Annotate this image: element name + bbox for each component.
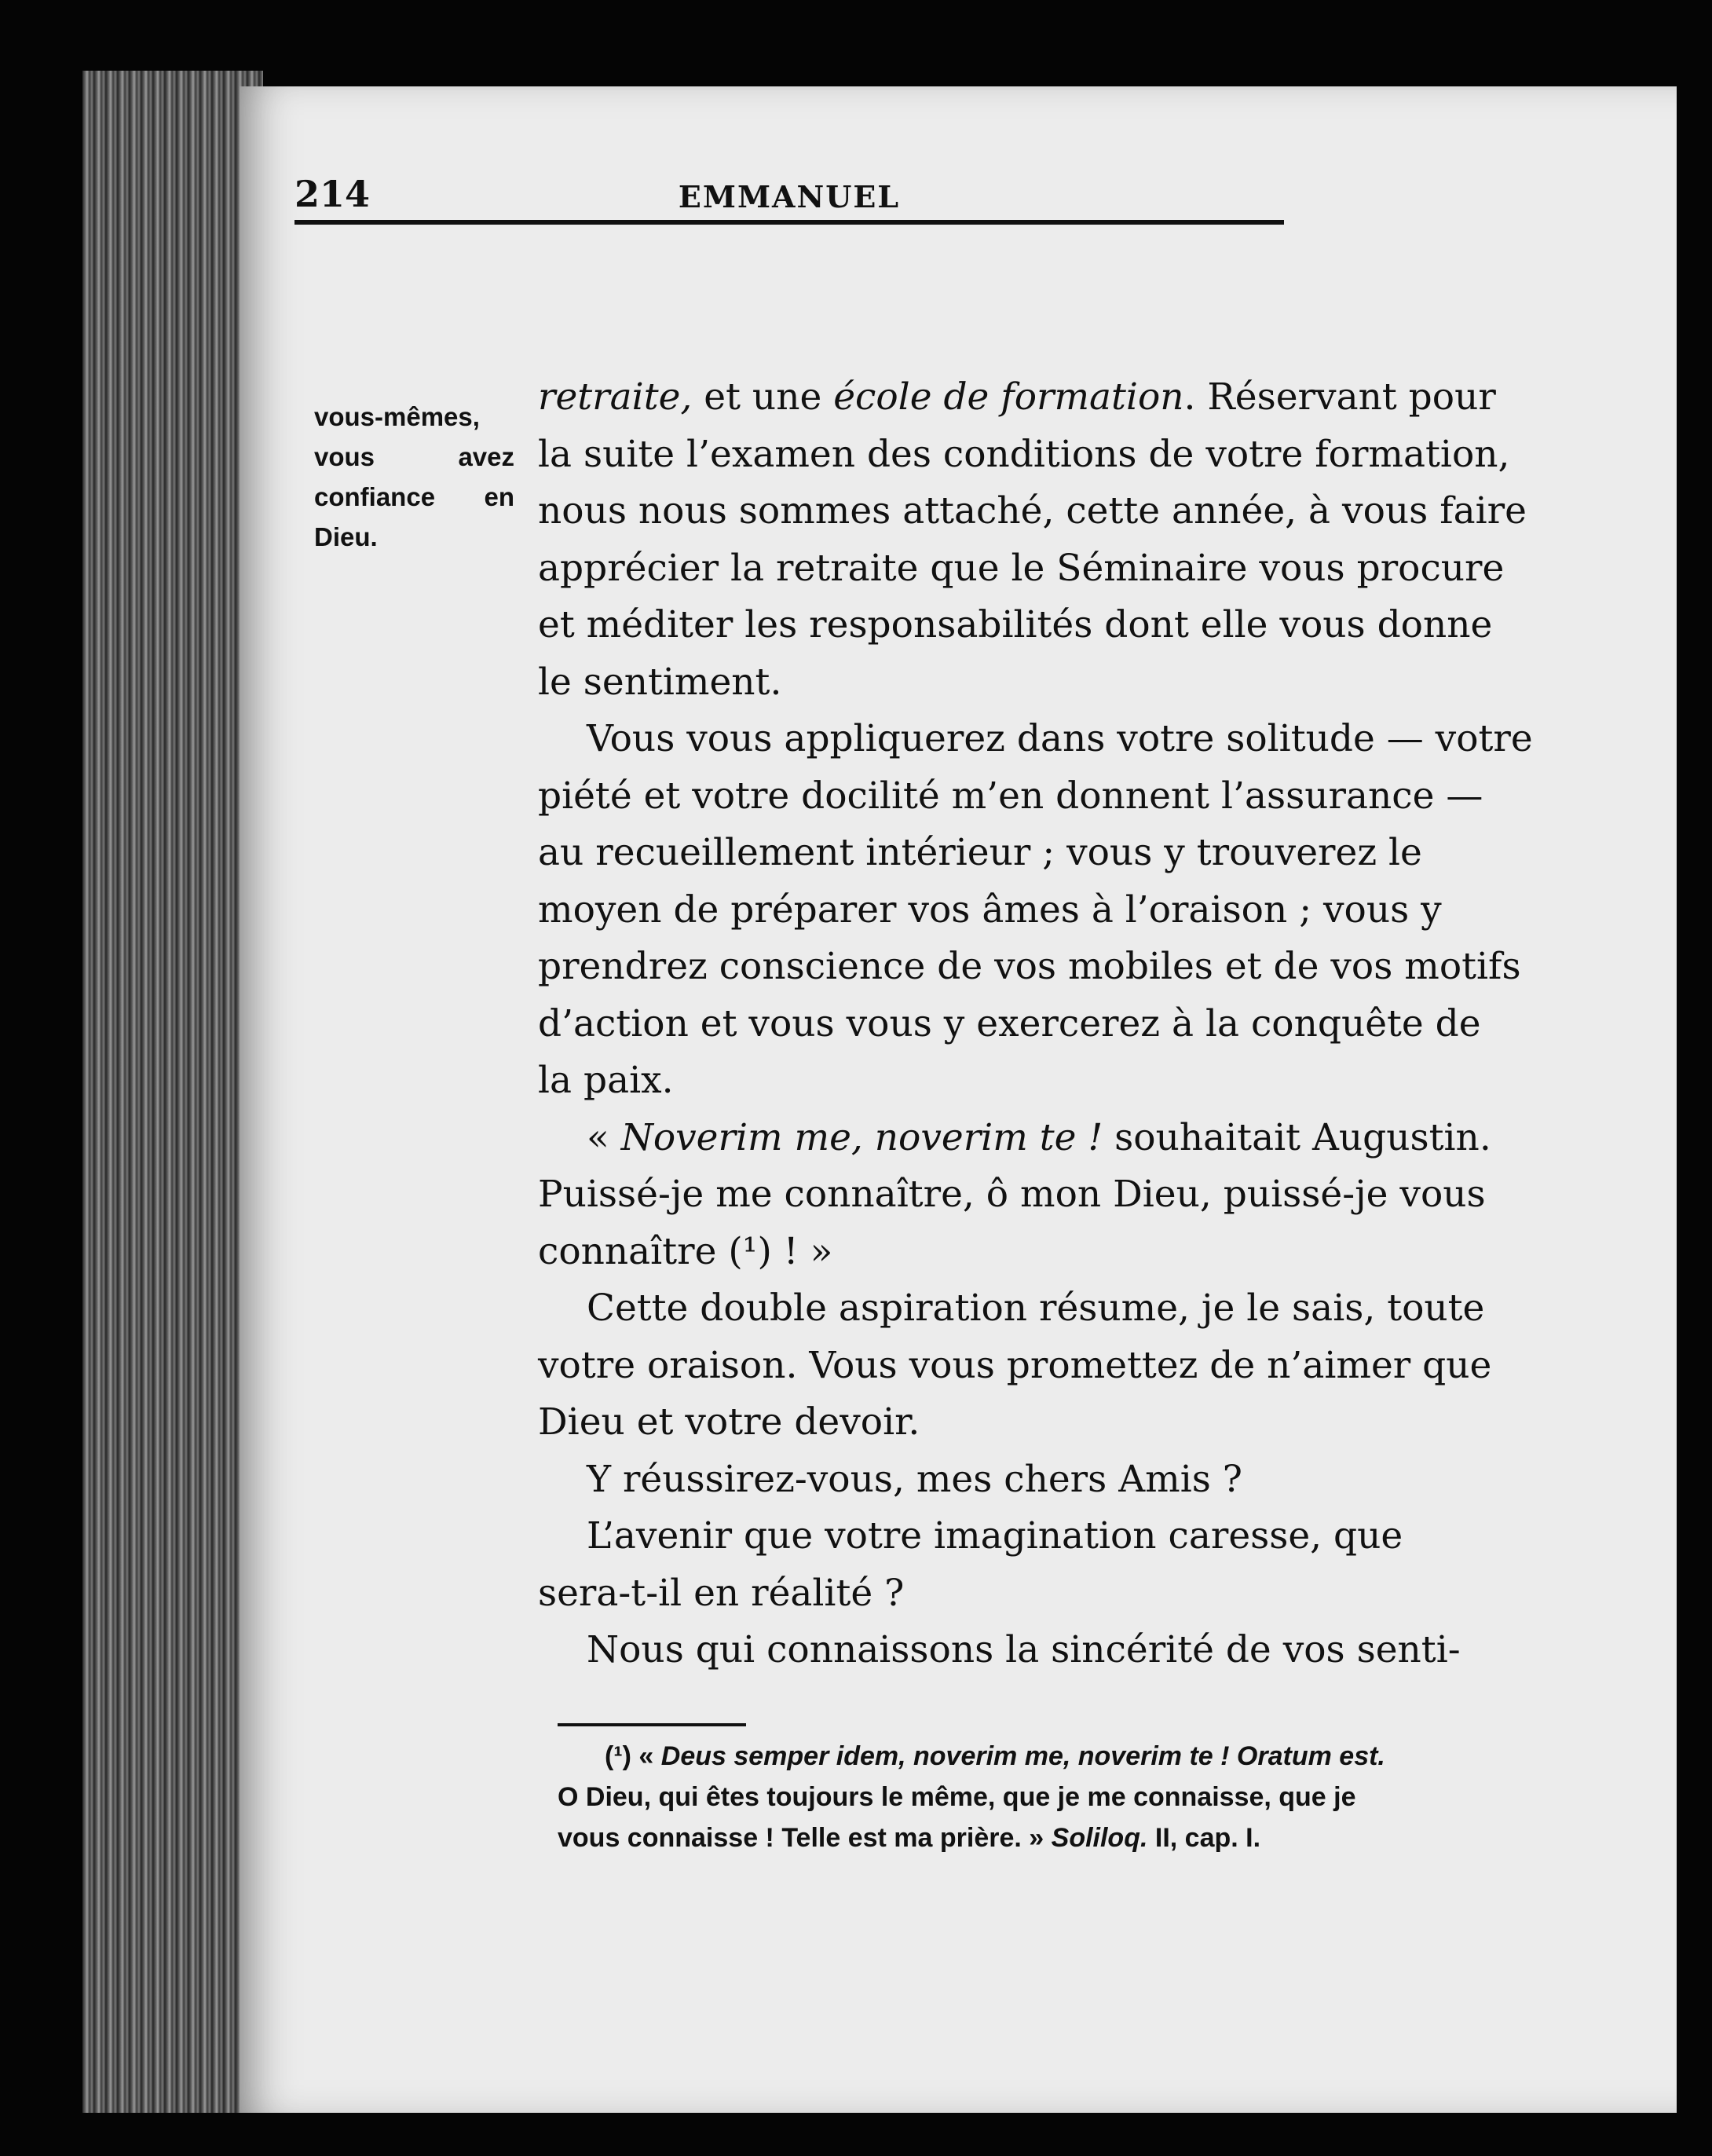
footnote-rule [558,1723,746,1726]
text-line: Y réussirez-vous, mes chers Amis ? [587,1457,1243,1501]
text-run: « [587,1115,621,1159]
text-line: apprécier la retraite que le Séminaire vous procure [538,546,1505,590]
margin-note: vous-mêmes, vous avez confiance en Dieu. [314,402,514,551]
body-text [538,369,1533,1679]
text-line: moyen de préparer vos âmes à l’oraison ; vous y [538,888,1442,932]
text-line: Puissé-je me connaître, ô mon Dieu, puissé-je vous [538,1173,1486,1216]
text-line: Vous vous appliquerez dans votre solitude — votre [587,717,1533,760]
text-run: (¹) « [605,1741,661,1771]
text-line [538,369,1520,426]
text-run: II, cap. I. [1147,1823,1261,1853]
text-line: et méditer les responsabilités dont elle vous donne [538,603,1493,646]
text-line: Dieu et votre devoir. [538,1400,920,1444]
text-line: Cette double aspiration résume, je le sais, toute [587,1287,1485,1330]
text-line: la paix. [538,1059,674,1102]
text-line: sera-t-il en réalité ? [538,1571,905,1615]
text-line: piété et votre docilité m’en donnent l’assurance — [538,774,1483,818]
footnote [558,1736,1500,1858]
italic-text: école de formation [833,375,1184,419]
book-page-edges [82,71,263,2113]
text-run: et une [692,375,834,419]
text-line: d’action et vous vous y exercerez à la conquête de [538,1001,1481,1045]
italic-text: Soliloq. [1051,1823,1148,1853]
text-line: nous nous sommes attaché, cette année, à vous faire [538,489,1527,533]
text-line [538,1110,1520,1167]
text-run: vous connaisse ! Telle est ma prière. » [558,1823,1052,1853]
italic-text: retraite, [538,375,693,419]
italic-text: Noverim me, noverim te ! [620,1115,1103,1159]
text-line: au recueillement intérieur ; vous y trouverez le [538,831,1422,874]
text-run: . Réservant pour [1183,375,1496,419]
footnote-line: O Dieu, qui êtes toujours le même, que je me connaisse, que je [558,1782,1356,1812]
text-line: prendrez conscience de vos mobiles et de vos motifs [538,945,1521,988]
italic-text: Deus semper idem, noverim me, noverim te ! Oratum est. [660,1741,1385,1771]
text-line: votre oraison. Vous vous promettez de n’aimer que [538,1343,1492,1387]
text-line: L’avenir que votre imagination caresse, que [587,1514,1403,1558]
page-number: 214 [294,173,371,215]
footnote-line [558,1817,1500,1858]
running-title: EMMANUEL [678,179,901,214]
footnote-line [558,1736,1500,1777]
text-line: la suite l’examen des conditions de votre formation, [538,432,1510,476]
running-head [294,173,1284,225]
text-line: Nous qui connaissons la sincérité de vos senti- [587,1628,1461,1671]
text-run: souhaitait Augustin. [1103,1115,1491,1159]
text-line: connaître (¹) ! » [538,1229,833,1273]
text-line: le sentiment. [538,660,782,704]
